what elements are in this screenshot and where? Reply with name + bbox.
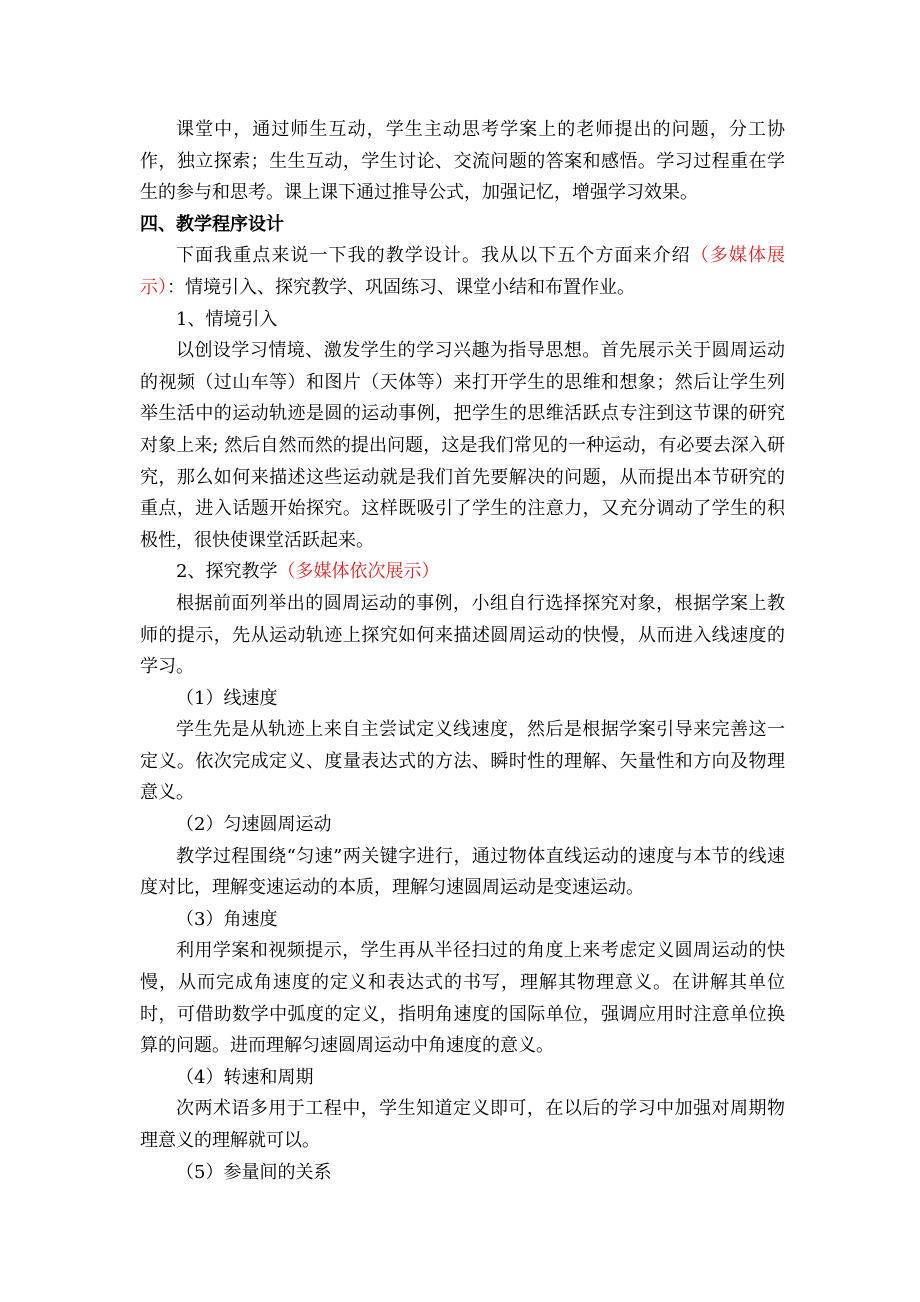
subheading-inquiry-text: 2、探究教学: [176, 561, 278, 583]
paragraph-inquiry-teaching: 根据前面列举出的圆周运动的事例，小组自行选择探究对象，根据学案上教师的提示，先从运动轨迹上探究如何来描述圆周运动的快慢，从而进入线速度的学习。: [140, 592, 785, 678]
document-page: [140, 114, 785, 1188]
subheading-inquiry-teaching: [140, 556, 785, 588]
subheading-rotational-speed-period: （4）转速和周期: [176, 1066, 314, 1088]
multimedia-sequence-note: （多媒体依次展示）: [277, 561, 440, 583]
paragraph-rotational-speed-period: 次两术语多用于工程中，学生知道定义即可，在以后的学习中加强对周期物理意义的理解就可以。: [140, 1098, 785, 1151]
intro-tail: ：情境引入、探究教学、巩固练习、课堂小结和布置作业。: [167, 276, 635, 298]
subheading-situation-intro: 1、情境引入: [176, 308, 278, 330]
paragraph-linear-velocity: 学生先是从轨迹上来自主尝试定义线速度，然后是根据学案引导来完善这一定义。依次完成定义、度量表达式的方法、瞬时性的理解、矢量性和方向及物理意义。: [140, 719, 785, 804]
paragraph-classroom-interaction: 课堂中，通过师生互动，学生主动思考学案上的老师提出的问题，分工协作，独立探索；生生互动，学生讨论、交流问题的答案和感悟。学习过程重在学生的参与和思考。课上课下通过推导公式，加强记忆，增强学习效果。: [140, 119, 785, 204]
subheading-parameter-relations: （5）参量间的关系: [176, 1161, 332, 1183]
subheading-linear-velocity: （1）线速度: [176, 687, 278, 709]
paragraph-teaching-design-intro: [140, 240, 785, 303]
section-heading-teaching-procedure: 四、教学程序设计: [140, 213, 284, 235]
multimedia-note: （多媒体展示）: [140, 245, 786, 298]
paragraph-uniform-circular-motion: 教学过程围绕“匀速”两关键字进行，通过物体直线运动的速度与本节的线速度对比，理解变速运动的本质，理解匀速圆周运动是变速运动。: [140, 845, 785, 899]
intro-text: 下面我重点来说一下我的教学设计。我从以下五个方面来介绍: [176, 245, 691, 267]
paragraph-angular-velocity: 利用学案和视频提示，学生再从半径扫过的角度上来考虑定义圆周运动的快慢，从而完成角速度的定义和表达式的书写，理解其物理意义。在讲解其单位时，可借助数学中弧度的定义，指明角速度的国际单位，强调应用时注意单位换算的问题。进而理解匀速圆周运动中角速度的意义。: [140, 940, 785, 1057]
paragraph-situation-intro: 以创设学习情境、激发学生的学习兴趣为指导思想。首先展示关于圆周运动的视频（过山车等）和图片（天体等）来打开学生的思维和想象；然后让学生列举生活中的运动轨迹是圆的运动事例，把学生的思维活跃点专注到这节课的研究对象上来; 然后自然而然的提出问题，这是我们常见的一种运动，有必要去深入研究，那么如何来描述这些运动就是我们首先要解决的问题，从而提出本节研究的重点，进入话题开始探究。这样既吸引了学生的注意力，又充分调动了学生的积极性，很快使课堂活跃起来。: [140, 340, 785, 551]
subheading-angular-velocity: （3）角速度: [176, 908, 278, 930]
subheading-uniform-circular-motion: （2）匀速圆周运动: [176, 814, 332, 836]
